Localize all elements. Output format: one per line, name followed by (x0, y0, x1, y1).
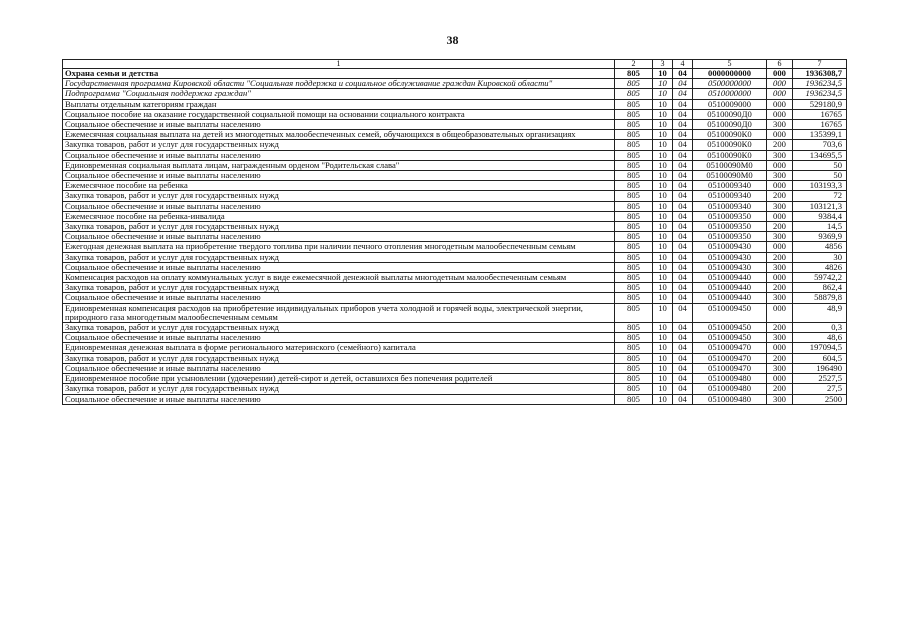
amount-cell: 2527,5 (793, 374, 847, 384)
ministry-code-cell: 805 (615, 394, 653, 404)
expense-type-cell: 200 (767, 353, 793, 363)
section-code-cell: 10 (653, 343, 673, 353)
column-number-row (63, 60, 847, 69)
amount-cell: 0,3 (793, 323, 847, 333)
subsection-code-cell: 04 (673, 109, 693, 119)
amount-cell: 196490 (793, 363, 847, 373)
ministry-code-cell: 805 (615, 130, 653, 140)
expense-type-cell: 300 (767, 232, 793, 242)
row-name-cell: Охрана семьи и детства (63, 69, 615, 79)
section-code-cell: 10 (653, 120, 673, 130)
expense-type-cell: 000 (767, 99, 793, 109)
target-article-cell: 0510009450 (693, 323, 767, 333)
table-row (63, 293, 847, 303)
expense-type-cell: 300 (767, 171, 793, 181)
amount-cell: 48,6 (793, 333, 847, 343)
expense-type-cell: 200 (767, 323, 793, 333)
subsection-code-cell: 04 (673, 242, 693, 252)
table-row (63, 242, 847, 252)
target-article-cell: 0510009440 (693, 293, 767, 303)
table-row (63, 130, 847, 140)
expense-type-cell: 200 (767, 222, 793, 232)
target-article-cell: 0510009340 (693, 201, 767, 211)
subsection-code-cell: 04 (673, 171, 693, 181)
amount-cell: 604,5 (793, 353, 847, 363)
row-name-cell: Социальное обеспечение и иные выплаты населению (63, 333, 615, 343)
row-name-cell: Ежегодная денежная выплата на приобретение твердого топлива при наличии печного отопления многодетным малообеспеченным семьям (63, 242, 615, 252)
ministry-code-cell: 805 (615, 273, 653, 283)
table-row (63, 273, 847, 283)
ministry-code-cell: 805 (615, 374, 653, 384)
ministry-code-cell: 805 (615, 323, 653, 333)
row-name-cell: Закупка товаров, работ и услуг для государственных нужд (63, 384, 615, 394)
ministry-code-cell: 805 (615, 181, 653, 191)
subsection-code-cell: 04 (673, 252, 693, 262)
expense-type-cell: 200 (767, 191, 793, 201)
target-article-cell: 0510009430 (693, 242, 767, 252)
row-name-cell: Единовременная компенсация расходов на приобретение индивидуальных приборов учета холодной и горячей воды, электрической энергии, природного газа многодетным малообеспеченным семьям (63, 303, 615, 322)
row-name-cell: Закупка товаров, работ и услуг для государственных нужд (63, 140, 615, 150)
ministry-code-cell: 805 (615, 79, 653, 89)
ministry-code-cell: 805 (615, 242, 653, 252)
ministry-code-cell: 805 (615, 99, 653, 109)
table-row (63, 232, 847, 242)
expense-type-cell: 200 (767, 283, 793, 293)
expense-type-cell: 300 (767, 120, 793, 130)
section-code-cell: 10 (653, 293, 673, 303)
row-name-cell: Социальное обеспечение и иные выплаты населению (63, 394, 615, 404)
table-row (63, 181, 847, 191)
section-code-cell: 10 (653, 109, 673, 119)
amount-cell: 9369,9 (793, 232, 847, 242)
subsection-code-cell: 04 (673, 130, 693, 140)
row-name-cell: Социальное обеспечение и иные выплаты населению (63, 363, 615, 373)
column-header: 4 (673, 60, 693, 69)
subsection-code-cell: 04 (673, 89, 693, 99)
expense-type-cell: 300 (767, 333, 793, 343)
target-article-cell: 0500000000 (693, 79, 767, 89)
budget-table (62, 59, 847, 405)
section-code-cell: 10 (653, 160, 673, 170)
row-name-cell: Социальное обеспечение и иные выплаты населению (63, 150, 615, 160)
section-code-cell: 10 (653, 242, 673, 252)
row-name-cell: Единовременное пособие при усыновлении (удочерении) детей-сирот и детей, оставшихся без попечения родителей (63, 374, 615, 384)
subsection-code-cell: 04 (673, 363, 693, 373)
ministry-code-cell: 805 (615, 353, 653, 363)
expense-type-cell: 000 (767, 273, 793, 283)
ministry-code-cell: 805 (615, 201, 653, 211)
target-article-cell: 0510009480 (693, 394, 767, 404)
table-row (63, 69, 847, 79)
expense-type-cell: 000 (767, 130, 793, 140)
column-header: 2 (615, 60, 653, 69)
subsection-code-cell: 04 (673, 150, 693, 160)
subsection-code-cell: 04 (673, 211, 693, 221)
section-code-cell: 10 (653, 323, 673, 333)
row-name-cell: Социальное пособие на оказание государственной социальной помощи на основании социального контракта (63, 109, 615, 119)
target-article-cell: 0510009000 (693, 99, 767, 109)
ministry-code-cell: 805 (615, 120, 653, 130)
amount-cell: 529180,9 (793, 99, 847, 109)
target-article-cell: 0510009430 (693, 252, 767, 262)
expense-type-cell: 000 (767, 89, 793, 99)
amount-cell: 59742,2 (793, 273, 847, 283)
expense-type-cell: 000 (767, 303, 793, 322)
target-article-cell: 0510009470 (693, 343, 767, 353)
section-code-cell: 10 (653, 222, 673, 232)
section-code-cell: 10 (653, 99, 673, 109)
subsection-code-cell: 04 (673, 293, 693, 303)
section-code-cell: 10 (653, 211, 673, 221)
subsection-code-cell: 04 (673, 222, 693, 232)
target-article-cell: 0510009480 (693, 384, 767, 394)
column-header: 6 (767, 60, 793, 69)
ministry-code-cell: 805 (615, 283, 653, 293)
ministry-code-cell: 805 (615, 252, 653, 262)
section-code-cell: 10 (653, 394, 673, 404)
target-article-cell: 05100090К0 (693, 150, 767, 160)
amount-cell: 1936308,7 (793, 69, 847, 79)
table-row (63, 109, 847, 119)
table-row (63, 333, 847, 343)
table-row (63, 150, 847, 160)
expense-type-cell: 000 (767, 242, 793, 252)
table-row (63, 394, 847, 404)
amount-cell: 1936234,5 (793, 79, 847, 89)
section-code-cell: 10 (653, 374, 673, 384)
table-row (63, 160, 847, 170)
expense-type-cell: 000 (767, 160, 793, 170)
amount-cell: 703,6 (793, 140, 847, 150)
expense-type-cell: 000 (767, 109, 793, 119)
ministry-code-cell: 805 (615, 69, 653, 79)
table-row (63, 222, 847, 232)
ministry-code-cell: 805 (615, 333, 653, 343)
subsection-code-cell: 04 (673, 69, 693, 79)
subsection-code-cell: 04 (673, 283, 693, 293)
row-name-cell: Закупка товаров, работ и услуг для государственных нужд (63, 353, 615, 363)
amount-cell: 27,5 (793, 384, 847, 394)
expense-type-cell: 200 (767, 140, 793, 150)
target-article-cell: 0510009450 (693, 303, 767, 322)
target-article-cell: 0510009350 (693, 232, 767, 242)
table-row (63, 353, 847, 363)
target-article-cell: 0510009470 (693, 353, 767, 363)
target-article-cell: 05100090К0 (693, 130, 767, 140)
expense-type-cell: 300 (767, 293, 793, 303)
expense-type-cell: 000 (767, 211, 793, 221)
ministry-code-cell: 805 (615, 171, 653, 181)
target-article-cell: 0510000000 (693, 89, 767, 99)
section-code-cell: 10 (653, 232, 673, 242)
target-article-cell: 0510009470 (693, 363, 767, 373)
table-row (63, 303, 847, 322)
amount-cell: 50 (793, 160, 847, 170)
table-row (63, 99, 847, 109)
section-code-cell: 10 (653, 283, 673, 293)
subsection-code-cell: 04 (673, 273, 693, 283)
table-row (63, 343, 847, 353)
row-name-cell: Компенсация расходов на оплату коммунальных услуг в виде ежемесячной денежной выплаты многодетным малообеспеченным семьям (63, 273, 615, 283)
target-article-cell: 0510009440 (693, 283, 767, 293)
target-article-cell: 05100090Д0 (693, 109, 767, 119)
expense-type-cell: 000 (767, 374, 793, 384)
row-name-cell: Социальное обеспечение и иные выплаты населению (63, 120, 615, 130)
subsection-code-cell: 04 (673, 191, 693, 201)
amount-cell: 16765 (793, 109, 847, 119)
row-name-cell: Закупка товаров, работ и услуг для государственных нужд (63, 323, 615, 333)
row-name-cell: Социальное обеспечение и иные выплаты населению (63, 171, 615, 181)
amount-cell: 4856 (793, 242, 847, 252)
amount-cell: 103193,3 (793, 181, 847, 191)
target-article-cell: 0510009450 (693, 333, 767, 343)
row-name-cell: Социальное обеспечение и иные выплаты населению (63, 293, 615, 303)
table-row (63, 374, 847, 384)
section-code-cell: 10 (653, 69, 673, 79)
row-name-cell: Ежемесячная социальная выплата на детей из многодетных малообеспеченных семей, обучающихся в общеобразовательных организациях (63, 130, 615, 140)
table-row (63, 283, 847, 293)
table-row (63, 363, 847, 373)
ministry-code-cell: 805 (615, 109, 653, 119)
amount-cell: 50 (793, 171, 847, 181)
column-header: 3 (653, 60, 673, 69)
amount-cell: 1936234,5 (793, 89, 847, 99)
target-article-cell: 0510009430 (693, 262, 767, 272)
section-code-cell: 10 (653, 181, 673, 191)
ministry-code-cell: 805 (615, 89, 653, 99)
section-code-cell: 10 (653, 140, 673, 150)
expense-type-cell: 300 (767, 150, 793, 160)
section-code-cell: 10 (653, 201, 673, 211)
subsection-code-cell: 04 (673, 262, 693, 272)
table-row (63, 252, 847, 262)
row-name-cell: Закупка товаров, работ и услуг для государственных нужд (63, 283, 615, 293)
amount-cell: 862,4 (793, 283, 847, 293)
section-code-cell: 10 (653, 363, 673, 373)
subsection-code-cell: 04 (673, 303, 693, 322)
table-row (63, 201, 847, 211)
amount-cell: 72 (793, 191, 847, 201)
table-row (63, 79, 847, 89)
section-code-cell: 10 (653, 191, 673, 201)
subsection-code-cell: 04 (673, 99, 693, 109)
row-name-cell: Ежемесячное пособие на ребенка-инвалида (63, 211, 615, 221)
amount-cell: 197094,5 (793, 343, 847, 353)
row-name-cell: Социальное обеспечение и иные выплаты населению (63, 201, 615, 211)
target-article-cell: 0510009350 (693, 222, 767, 232)
amount-cell: 4826 (793, 262, 847, 272)
subsection-code-cell: 04 (673, 201, 693, 211)
expense-type-cell: 000 (767, 343, 793, 353)
target-article-cell: 05100090М0 (693, 160, 767, 170)
ministry-code-cell: 805 (615, 140, 653, 150)
expense-type-cell: 300 (767, 363, 793, 373)
section-code-cell: 10 (653, 384, 673, 394)
target-article-cell: 0000000000 (693, 69, 767, 79)
ministry-code-cell: 805 (615, 160, 653, 170)
subsection-code-cell: 04 (673, 79, 693, 89)
table-row (63, 89, 847, 99)
ministry-code-cell: 805 (615, 293, 653, 303)
amount-cell: 135399,1 (793, 130, 847, 140)
amount-cell: 16765 (793, 120, 847, 130)
ministry-code-cell: 805 (615, 343, 653, 353)
ministry-code-cell: 805 (615, 222, 653, 232)
table-row (63, 211, 847, 221)
row-name-cell: Выплаты отдельным категориям граждан (63, 99, 615, 109)
column-header: 7 (793, 60, 847, 69)
table-row (63, 120, 847, 130)
section-code-cell: 10 (653, 303, 673, 322)
subsection-code-cell: 04 (673, 160, 693, 170)
amount-cell: 30 (793, 252, 847, 262)
subsection-code-cell: 04 (673, 384, 693, 394)
subsection-code-cell: 04 (673, 232, 693, 242)
subsection-code-cell: 04 (673, 394, 693, 404)
row-name-cell: Социальное обеспечение и иные выплаты населению (63, 262, 615, 272)
section-code-cell: 10 (653, 89, 673, 99)
subsection-code-cell: 04 (673, 140, 693, 150)
section-code-cell: 10 (653, 262, 673, 272)
section-code-cell: 10 (653, 333, 673, 343)
expense-type-cell: 000 (767, 79, 793, 89)
section-code-cell: 10 (653, 353, 673, 363)
subsection-code-cell: 04 (673, 333, 693, 343)
amount-cell: 14,5 (793, 222, 847, 232)
target-article-cell: 05100090М0 (693, 171, 767, 181)
section-code-cell: 10 (653, 79, 673, 89)
row-name-cell: Закупка товаров, работ и услуг для государственных нужд (63, 191, 615, 201)
subsection-code-cell: 04 (673, 374, 693, 384)
table-row (63, 323, 847, 333)
row-name-cell: Ежемесячное пособие на ребенка (63, 181, 615, 191)
section-code-cell: 10 (653, 130, 673, 140)
expense-type-cell: 200 (767, 252, 793, 262)
table-row (63, 384, 847, 394)
row-name-cell: Закупка товаров, работ и услуг для государственных нужд (63, 252, 615, 262)
amount-cell: 2500 (793, 394, 847, 404)
target-article-cell: 0510009340 (693, 181, 767, 191)
section-code-cell: 10 (653, 252, 673, 262)
amount-cell: 48,9 (793, 303, 847, 322)
target-article-cell: 0510009440 (693, 273, 767, 283)
ministry-code-cell: 805 (615, 363, 653, 373)
row-name-cell: Подпрограмма "Социальная поддержка граждан" (63, 89, 615, 99)
table-row (63, 171, 847, 181)
column-header: 5 (693, 60, 767, 69)
expense-type-cell: 000 (767, 69, 793, 79)
row-name-cell: Единовременная денежная выплата в форме регионального материнского (семейного) капитала (63, 343, 615, 353)
expense-type-cell: 300 (767, 262, 793, 272)
row-name-cell: Единовременная социальная выплата лицам, награжденным орденом "Родительская слава" (63, 160, 615, 170)
column-header: 1 (63, 60, 615, 69)
page-number: 38 (446, 33, 459, 47)
row-name-cell: Государственная программа Кировской области "Социальная поддержка и социальное обслуживание граждан Кировской области" (63, 79, 615, 89)
target-article-cell: 0510009340 (693, 191, 767, 201)
ministry-code-cell: 805 (615, 150, 653, 160)
row-name-cell: Социальное обеспечение и иные выплаты населению (63, 232, 615, 242)
amount-cell: 9384,4 (793, 211, 847, 221)
ministry-code-cell: 805 (615, 262, 653, 272)
target-article-cell: 05100090К0 (693, 140, 767, 150)
expense-type-cell: 200 (767, 384, 793, 394)
target-article-cell: 05100090Д0 (693, 120, 767, 130)
ministry-code-cell: 805 (615, 211, 653, 221)
expense-type-cell: 000 (767, 181, 793, 191)
section-code-cell: 10 (653, 171, 673, 181)
subsection-code-cell: 04 (673, 343, 693, 353)
amount-cell: 58879,8 (793, 293, 847, 303)
table-row (63, 191, 847, 201)
section-code-cell: 10 (653, 150, 673, 160)
subsection-code-cell: 04 (673, 323, 693, 333)
target-article-cell: 0510009480 (693, 374, 767, 384)
expense-type-cell: 300 (767, 201, 793, 211)
target-article-cell: 0510009350 (693, 211, 767, 221)
table-row (63, 140, 847, 150)
expense-type-cell: 300 (767, 394, 793, 404)
subsection-code-cell: 04 (673, 353, 693, 363)
row-name-cell: Закупка товаров, работ и услуг для государственных нужд (63, 222, 615, 232)
subsection-code-cell: 04 (673, 120, 693, 130)
ministry-code-cell: 805 (615, 191, 653, 201)
ministry-code-cell: 805 (615, 232, 653, 242)
section-code-cell: 10 (653, 273, 673, 283)
amount-cell: 134695,5 (793, 150, 847, 160)
amount-cell: 103121,3 (793, 201, 847, 211)
ministry-code-cell: 805 (615, 384, 653, 394)
ministry-code-cell: 805 (615, 303, 653, 322)
subsection-code-cell: 04 (673, 181, 693, 191)
table-row (63, 262, 847, 272)
